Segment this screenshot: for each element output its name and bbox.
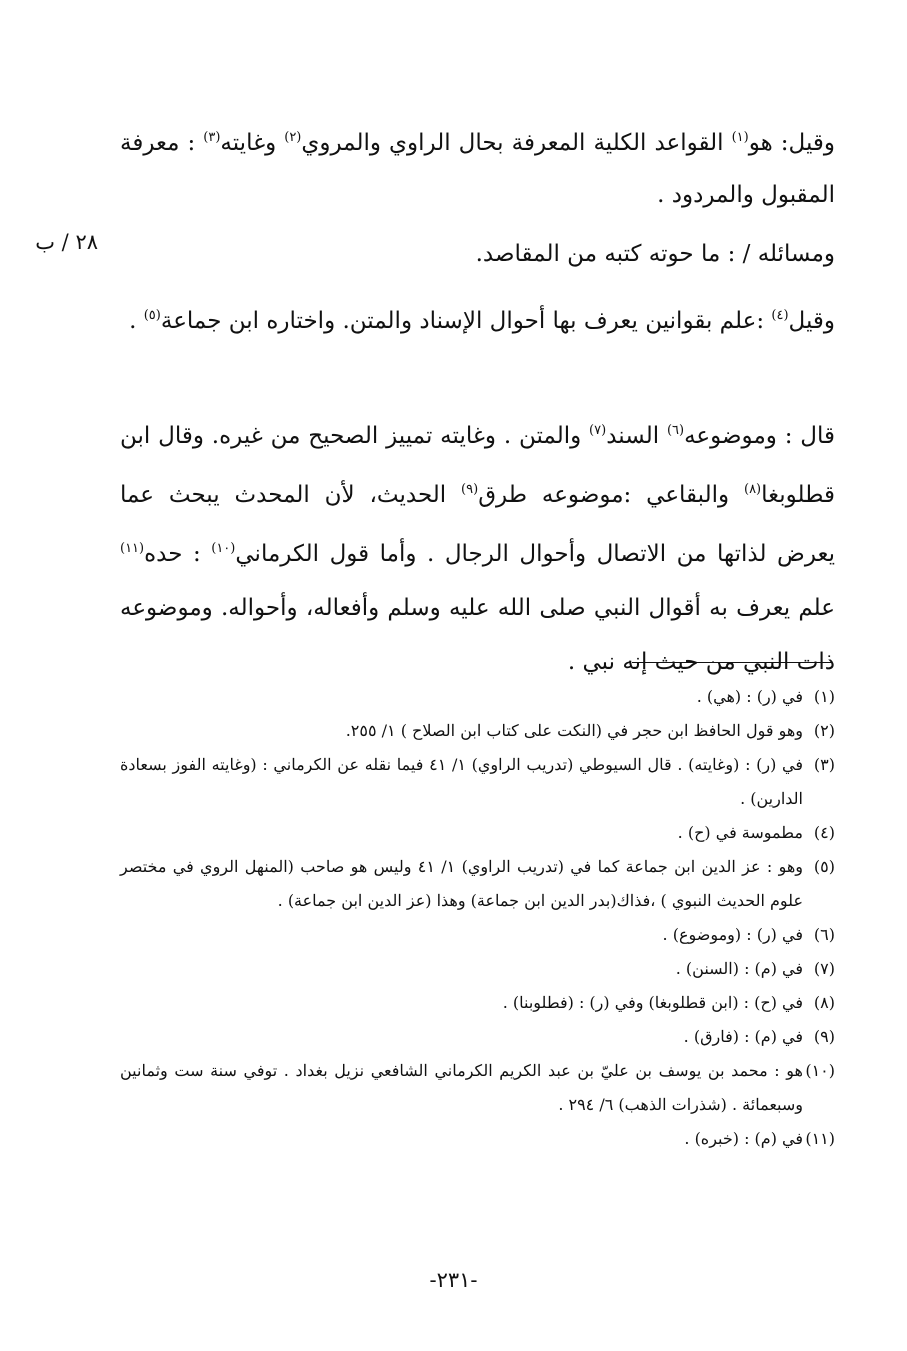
body-paragraph-2 (120, 228, 835, 280)
body-paragraph-4 (120, 404, 835, 689)
text-run: وقيل (788, 308, 835, 334)
footnote-ref: (١) (731, 130, 749, 145)
footnote-text: في (م) : (السنن) . (675, 959, 803, 978)
footnote (120, 1020, 835, 1054)
footnote-text: في (ح) : (ابن قطلوبغا) وفي (ر) : (فطلوبنا) . (502, 993, 803, 1012)
footnote-text: في (م) : (خبره) . (684, 1129, 803, 1148)
footnote-text: في (ر) : (وموضوع) . (662, 925, 803, 944)
footnote (120, 748, 835, 816)
text-run: القواعد الكلية المعرفة بحال الراوي والمروي (301, 130, 732, 156)
footnote-text: وهو : عز الدين ابن جماعة كما في (تدريب الراوي) ١/ ٤١ وليس هو صاحب (المنهل الروي في مختصر علوم الحديث النبوي ) ،فذاك(بدر الدين ابن جماعة) وهذا (عز الدين ابن جماعة) . (120, 857, 804, 910)
footnote-text: وهو قول الحافظ ابن حجر في (النكت على كتاب ابن الصلاح ) ١/ ٢٥٥. (345, 721, 803, 740)
footnote-number: (١١) (805, 1129, 835, 1148)
footnote-ref: (٦) (666, 423, 685, 438)
footnote (120, 952, 835, 986)
footnote-number: (٨) (813, 993, 835, 1012)
text-run: : معرفة المقبول والمردود . (120, 130, 835, 208)
footnote-ref: (٧) (589, 423, 607, 438)
footnote-text: مطموسة في (ح) . (677, 823, 803, 842)
footnote (120, 986, 835, 1020)
footnote (120, 680, 835, 714)
footnote-ref: (٩) (461, 482, 479, 497)
footnote-number: (٤) (813, 823, 835, 842)
footnote-ref: (١٠) (211, 541, 236, 556)
body-paragraph-1 (120, 112, 835, 221)
footnote-number: (٢) (813, 721, 835, 740)
text-run: الحديث، لأن المحدث يبحث عما يعرض لذاتها من الاتصال وأحوال الرجال . وأما قول الكرماني (120, 482, 836, 567)
footnote-number: (٣) (813, 755, 835, 774)
footnote (120, 1054, 835, 1122)
footnote-ref: (٥) (143, 308, 161, 323)
footnote (120, 918, 835, 952)
footnote-number: (٩) (813, 1027, 835, 1046)
footnote-ref: (٨) (743, 482, 762, 497)
text-run: والبقاعي :موضوعه طرق (478, 482, 744, 508)
body-paragraph-3 (120, 290, 835, 347)
text-run: والمتن . وغايته تمييز الصحيح من غيره. وقال ابن قطلوبغا (120, 423, 835, 508)
text-run: السند (606, 423, 667, 449)
footnote-text: في (ر) : (وغايته) . قال السيوطي (تدريب الراوي) ١/ ٤١ فيما نقله عن الكرماني : (وغايته الفوز بسعادة الدارين) . (120, 755, 804, 808)
footnote (120, 714, 835, 748)
footnotes-list (120, 680, 835, 1156)
footnote (120, 1122, 835, 1156)
text-run: : حده (144, 541, 212, 567)
text-run: علم يعرف به أقوال النبي صلى الله عليه وسلم وأفعاله، وأحواله. وموضوعه ذات النبي من حيث إنه نبي . (120, 595, 835, 675)
footnote (120, 850, 835, 918)
footnote-ref: (٤) (771, 308, 789, 323)
footnote-text: هو : محمد بن يوسف بن عليّ بن عبد الكريم الكرماني الشافعي نزيل بغداد . توفي سنة ست وثمانين وسبعمائة . (شذرات الذهب) ٦/ ٢٩٤ . (120, 1061, 803, 1114)
footnote-text: في (م) : (فارق) . (683, 1027, 803, 1046)
text-run: :علم بقوانين يعرف بها أحوال الإسناد والمتن. واختاره ابن جماعة (160, 308, 772, 334)
text-run: ومسائله / : ما حوته كتبه من المقاصد. (475, 241, 835, 267)
footnote-separator (632, 662, 832, 663)
footnote-number: (٧) (813, 959, 835, 978)
text-run: وقيل: هو (748, 130, 835, 156)
footnote-number: (٥) (813, 857, 835, 876)
footnote-text: في (ر) : (هي) . (696, 687, 803, 706)
footnote-ref: (٢) (284, 130, 302, 145)
text-run: قال : وموضوعه (684, 423, 835, 449)
footnote (120, 816, 835, 850)
page-number: -٢٣١- (429, 1268, 478, 1292)
footnote-number: (٦) (813, 925, 835, 944)
text-run: . (129, 308, 144, 334)
footnote-ref: (٣) (203, 130, 221, 145)
footnote-ref: (١١) (120, 541, 145, 556)
footnote-number: (١٠) (805, 1061, 835, 1080)
text-run: وغايته (220, 130, 285, 156)
footnote-number: (١) (813, 687, 835, 706)
manuscript-folio-reference: ٢٨ / ب (35, 230, 98, 254)
